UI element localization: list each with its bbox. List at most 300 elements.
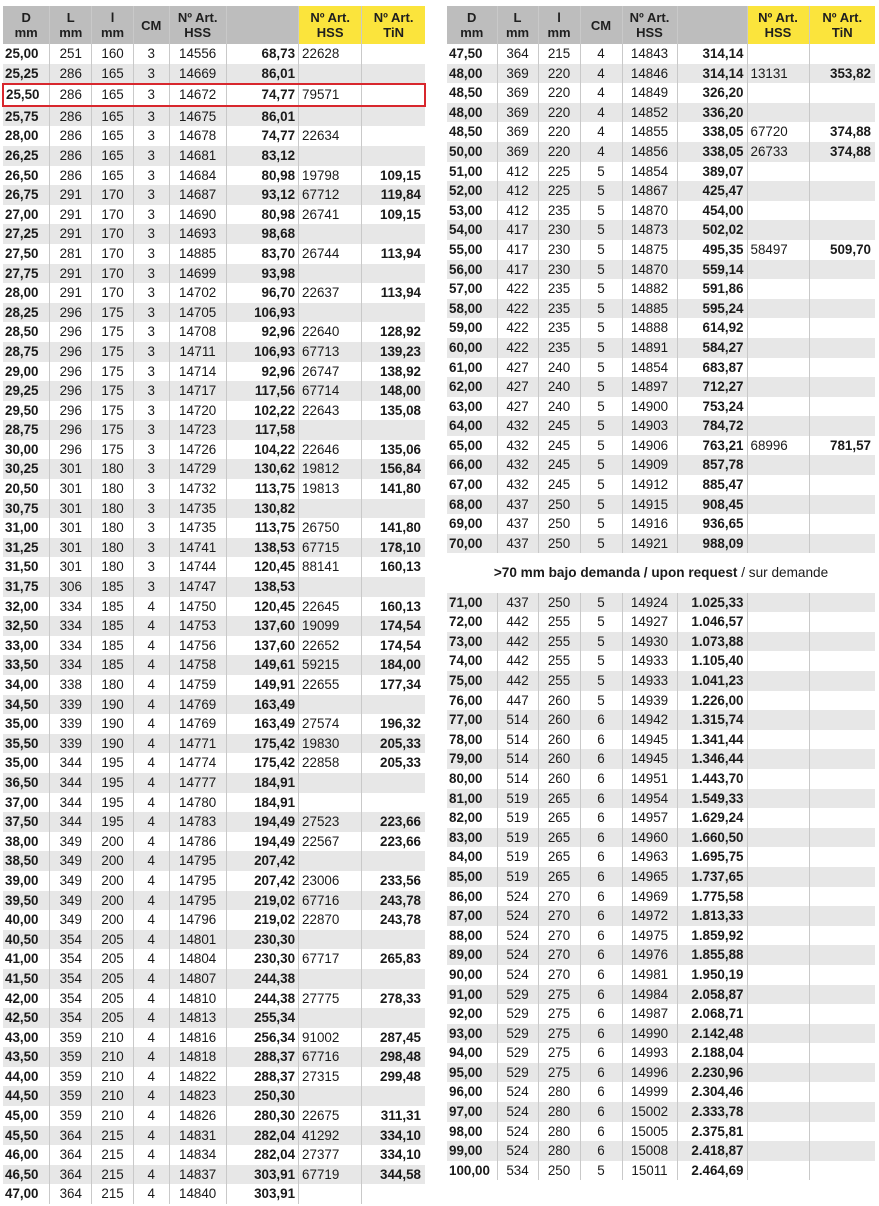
price-cell: 102,22: [226, 401, 298, 421]
table-row: [3, 283, 425, 303]
table-row: [3, 577, 425, 597]
length-cell: 422: [497, 318, 538, 338]
price-cell: 338,05: [677, 122, 747, 142]
article-number-cell: 14744: [169, 557, 226, 577]
tin-price-cell: [809, 1082, 875, 1102]
hss-article-cell: 67716: [299, 891, 362, 911]
diameter-cell: 93,00: [447, 1024, 497, 1044]
table-row: [3, 930, 425, 950]
col-l-header: L mm: [50, 6, 92, 44]
length-cell: 529: [497, 1024, 538, 1044]
tin-price-cell: [809, 710, 875, 730]
length-cell: 529: [497, 1043, 538, 1063]
price-cell: 1.950,19: [677, 965, 747, 985]
article-number-cell: 14976: [622, 945, 677, 965]
diameter-cell: 99,00: [447, 1141, 497, 1161]
cone-cell: 3: [133, 342, 169, 362]
table-row: [447, 122, 875, 142]
table-row: [3, 185, 425, 205]
cone-cell: 5: [580, 397, 622, 417]
table-row: [3, 244, 425, 264]
flute-length-cell: 175: [92, 362, 134, 382]
diameter-cell: 28,00: [3, 126, 50, 146]
tin-price-cell: [809, 887, 875, 907]
cone-cell: 6: [580, 1082, 622, 1102]
flute-length-cell: 265: [538, 847, 580, 867]
price-cell: 288,37: [226, 1067, 298, 1087]
length-cell: 364: [50, 1145, 92, 1165]
length-cell: 291: [50, 224, 92, 244]
col-hss-header: Nº Art. HSS: [299, 6, 362, 44]
cone-cell: 5: [580, 593, 622, 613]
length-cell: 422: [497, 338, 538, 358]
diameter-cell: 32,50: [3, 616, 50, 636]
price-cell: 149,61: [226, 655, 298, 675]
diameter-cell: 37,00: [3, 793, 50, 813]
price-cell: 1.855,88: [677, 945, 747, 965]
length-cell: 349: [50, 910, 92, 930]
article-number-cell: 14810: [169, 989, 226, 1009]
cone-cell: 4: [133, 1145, 169, 1165]
cone-cell: 3: [133, 557, 169, 577]
on-request-note-row: [447, 553, 875, 592]
cone-cell: 4: [133, 930, 169, 950]
flute-length-cell: 165: [92, 126, 134, 146]
cone-cell: 6: [580, 1043, 622, 1063]
hss-article-cell: [299, 1184, 362, 1204]
flute-length-cell: 250: [538, 593, 580, 613]
flute-length-cell: 255: [538, 671, 580, 691]
article-number-cell: 14996: [622, 1063, 677, 1083]
flute-length-cell: 170: [92, 205, 134, 225]
length-cell: 354: [50, 1008, 92, 1028]
hss-article-cell: 19099: [299, 616, 362, 636]
hss-article-cell: 88141: [299, 557, 362, 577]
cone-cell: 3: [133, 185, 169, 205]
flute-length-cell: 245: [538, 436, 580, 456]
table-row: [3, 459, 425, 479]
diameter-cell: 77,00: [447, 710, 497, 730]
price-cell: 1.629,24: [677, 808, 747, 828]
length-cell: 442: [497, 671, 538, 691]
diameter-cell: 42,00: [3, 989, 50, 1009]
flute-length-cell: 210: [92, 1106, 134, 1126]
diameter-cell: 52,00: [447, 181, 497, 201]
article-number-cell: 14708: [169, 322, 226, 342]
diameter-cell: 90,00: [447, 965, 497, 985]
length-cell: 432: [497, 416, 538, 436]
table-row: [3, 1126, 425, 1146]
hss-article-cell: 27315: [299, 1067, 362, 1087]
hss-article-cell: [747, 808, 809, 828]
diameter-cell: 27,00: [3, 205, 50, 225]
table-row: [447, 671, 875, 691]
hss-article-cell: [747, 44, 809, 64]
table-row: [447, 1063, 875, 1083]
tin-price-cell: [362, 126, 425, 146]
diameter-cell: 64,00: [447, 416, 497, 436]
cone-cell: 4: [133, 734, 169, 754]
tin-price-cell: 139,23: [362, 342, 425, 362]
length-cell: 524: [497, 1102, 538, 1122]
length-cell: 442: [497, 612, 538, 632]
tin-price-cell: [362, 930, 425, 950]
price-cell: 1.341,44: [677, 730, 747, 750]
diameter-cell: 43,50: [3, 1047, 50, 1067]
diameter-cell: 65,00: [447, 436, 497, 456]
length-cell: 281: [50, 244, 92, 264]
table-row: [3, 381, 425, 401]
hss-article-cell: 26747: [299, 362, 362, 382]
price-cell: 93,12: [226, 185, 298, 205]
table-row: [3, 714, 425, 734]
cone-cell: 3: [133, 459, 169, 479]
flute-length-cell: 175: [92, 342, 134, 362]
table-row: [447, 181, 875, 201]
flute-length-cell: 180: [92, 499, 134, 519]
cone-cell: 6: [580, 769, 622, 789]
cone-cell: 4: [133, 1028, 169, 1048]
hss-article-cell: [299, 773, 362, 793]
length-cell: 344: [50, 773, 92, 793]
diameter-cell: 53,00: [447, 201, 497, 221]
length-cell: 354: [50, 930, 92, 950]
cone-cell: 6: [580, 847, 622, 867]
table-body: [3, 44, 425, 1204]
tin-price-cell: [809, 83, 875, 103]
diameter-cell: 97,00: [447, 1102, 497, 1122]
article-number-cell: 14924: [622, 593, 677, 613]
article-number-cell: 14758: [169, 655, 226, 675]
header-row: [447, 6, 875, 44]
table-row: [447, 867, 875, 887]
hss-article-cell: [299, 303, 362, 323]
diameter-cell: 31,75: [3, 577, 50, 597]
hss-article-cell: [747, 1161, 809, 1181]
table-row: [3, 557, 425, 577]
cone-cell: 6: [580, 1024, 622, 1044]
table-row: [3, 499, 425, 519]
cone-cell: 5: [580, 162, 622, 182]
hss-article-cell: [747, 475, 809, 495]
cone-cell: 5: [580, 1161, 622, 1181]
tin-price-cell: 233,56: [362, 871, 425, 891]
table-row: [3, 1165, 425, 1185]
hss-article-cell: 67716: [299, 1047, 362, 1067]
flute-length-cell: 180: [92, 675, 134, 695]
price-cell: 288,37: [226, 1047, 298, 1067]
cone-cell: 4: [580, 122, 622, 142]
diameter-cell: 40,00: [3, 910, 50, 930]
length-cell: 301: [50, 557, 92, 577]
tin-price-cell: [362, 695, 425, 715]
diameter-cell: 31,00: [3, 518, 50, 538]
hss-article-cell: 22628: [299, 44, 362, 64]
table-row: [447, 220, 875, 240]
price-cell: 614,92: [677, 318, 747, 338]
hss-article-cell: [747, 651, 809, 671]
length-cell: 296: [50, 440, 92, 460]
length-cell: 339: [50, 734, 92, 754]
length-cell: 369: [497, 142, 538, 162]
hss-article-cell: [747, 710, 809, 730]
table-row: [3, 166, 425, 186]
article-number-cell: 14999: [622, 1082, 677, 1102]
flute-length-cell: 170: [92, 283, 134, 303]
article-number-cell: 14723: [169, 420, 226, 440]
tin-price-cell: [809, 691, 875, 711]
price-cell: 163,49: [226, 695, 298, 715]
tin-price-cell: [809, 162, 875, 182]
cone-cell: 4: [580, 44, 622, 64]
hss-article-cell: [299, 499, 362, 519]
diameter-cell: 39,00: [3, 871, 50, 891]
table-row: [3, 949, 425, 969]
table-row: [3, 518, 425, 538]
article-number-cell: 14854: [622, 358, 677, 378]
diameter-cell: 44,50: [3, 1086, 50, 1106]
flute-length-cell: 280: [538, 1082, 580, 1102]
article-number-cell: 14780: [169, 793, 226, 813]
hss-article-cell: [299, 969, 362, 989]
tin-price-cell: [809, 828, 875, 848]
article-number-cell: 14801: [169, 930, 226, 950]
price-cell: 2.304,46: [677, 1082, 747, 1102]
diameter-cell: 27,25: [3, 224, 50, 244]
cone-cell: 3: [133, 499, 169, 519]
hss-article-cell: 26750: [299, 518, 362, 538]
article-number-cell: 14774: [169, 753, 226, 773]
price-cell: 2.230,96: [677, 1063, 747, 1083]
cone-cell: 5: [580, 416, 622, 436]
length-cell: 417: [497, 220, 538, 240]
flute-length-cell: 180: [92, 459, 134, 479]
price-table-right: [447, 6, 875, 1180]
tin-price-cell: [809, 279, 875, 299]
cone-cell: 6: [580, 945, 622, 965]
flute-length-cell: 215: [92, 1126, 134, 1146]
flute-length-cell: 255: [538, 632, 580, 652]
tin-price-cell: 119,84: [362, 185, 425, 205]
price-cell: 113,75: [226, 518, 298, 538]
cone-cell: 4: [133, 753, 169, 773]
flute-length-cell: 280: [538, 1141, 580, 1161]
tin-price-cell: 509,70: [809, 240, 875, 260]
length-cell: 291: [50, 185, 92, 205]
article-number-cell: 14735: [169, 518, 226, 538]
flute-length-cell: 235: [538, 279, 580, 299]
length-cell: 354: [50, 969, 92, 989]
tin-price-cell: [362, 851, 425, 871]
flute-length-cell: 280: [538, 1102, 580, 1122]
length-cell: 359: [50, 1067, 92, 1087]
tin-price-cell: 177,34: [362, 675, 425, 695]
price-cell: 230,30: [226, 949, 298, 969]
table-row: [3, 205, 425, 225]
table-row: [3, 871, 425, 891]
article-number-cell: 14843: [622, 44, 677, 64]
tin-price-cell: [809, 1043, 875, 1063]
flute-length-cell: 265: [538, 808, 580, 828]
tin-price-cell: [809, 514, 875, 534]
price-cell: 175,42: [226, 734, 298, 754]
price-cell: 1.775,58: [677, 887, 747, 907]
article-number-cell: 14807: [169, 969, 226, 989]
flute-length-cell: 205: [92, 930, 134, 950]
article-number-cell: 14834: [169, 1145, 226, 1165]
flute-length-cell: 235: [538, 338, 580, 358]
flute-length-cell: 185: [92, 655, 134, 675]
article-number-cell: 14856: [622, 142, 677, 162]
tin-price-cell: [809, 1141, 875, 1161]
diameter-cell: 48,00: [447, 103, 497, 123]
tin-price-cell: 113,94: [362, 283, 425, 303]
table-row: [3, 64, 425, 85]
tin-price-cell: 138,92: [362, 362, 425, 382]
price-cell: 280,30: [226, 1106, 298, 1126]
tin-price-cell: 223,66: [362, 832, 425, 852]
price-cell: 2.188,04: [677, 1043, 747, 1063]
cone-cell: 3: [133, 538, 169, 558]
tin-price-cell: [809, 1161, 875, 1181]
hss-article-cell: [747, 162, 809, 182]
cone-cell: 3: [133, 64, 169, 85]
cone-cell: 5: [580, 534, 622, 554]
hss-article-cell: 22640: [299, 322, 362, 342]
cone-cell: 5: [580, 651, 622, 671]
length-cell: 514: [497, 749, 538, 769]
hss-article-cell: 58497: [747, 240, 809, 260]
tin-price-cell: [809, 358, 875, 378]
flute-length-cell: 200: [92, 910, 134, 930]
table-row: [447, 358, 875, 378]
article-number-cell: 14831: [169, 1126, 226, 1146]
article-number-cell: 14822: [169, 1067, 226, 1087]
price-cell: 1.346,44: [677, 749, 747, 769]
tin-price-cell: 223,66: [362, 812, 425, 832]
col-d-header: D mm: [3, 6, 50, 44]
flute-length-cell: 220: [538, 122, 580, 142]
article-number-cell: 14981: [622, 965, 677, 985]
table-row: [3, 695, 425, 715]
hss-article-cell: 27377: [299, 1145, 362, 1165]
tin-price-cell: [809, 965, 875, 985]
tin-price-cell: 109,15: [362, 205, 425, 225]
price-cell: 2.375,81: [677, 1122, 747, 1142]
price-cell: 138,53: [226, 538, 298, 558]
table-row: [447, 612, 875, 632]
flute-length-cell: 250: [538, 495, 580, 515]
tin-price-cell: [809, 906, 875, 926]
cone-cell: 4: [133, 1165, 169, 1185]
article-number-cell: 14885: [622, 299, 677, 319]
hss-article-cell: [747, 926, 809, 946]
tin-price-cell: [362, 1008, 425, 1028]
cone-cell: 4: [133, 1067, 169, 1087]
flute-length-cell: 170: [92, 185, 134, 205]
flute-length-cell: 210: [92, 1086, 134, 1106]
article-number-cell: 14957: [622, 808, 677, 828]
hss-article-cell: [747, 1122, 809, 1142]
tin-price-cell: 178,10: [362, 538, 425, 558]
length-cell: 291: [50, 283, 92, 303]
table-row: [447, 985, 875, 1005]
note-separator: /: [737, 565, 749, 581]
table-row: [447, 828, 875, 848]
length-cell: 306: [50, 577, 92, 597]
article-number-cell: 14756: [169, 636, 226, 656]
price-cell: 336,20: [677, 103, 747, 123]
table-row: [447, 1161, 875, 1181]
length-cell: 514: [497, 730, 538, 750]
cone-cell: 3: [133, 303, 169, 323]
tin-price-cell: [809, 377, 875, 397]
cone-cell: 4: [133, 616, 169, 636]
table-row: [447, 534, 875, 554]
tin-price-cell: 781,57: [809, 436, 875, 456]
table-row: [3, 734, 425, 754]
tin-price-cell: 141,80: [362, 518, 425, 538]
hss-article-cell: 22645: [299, 597, 362, 617]
cone-cell: 4: [133, 597, 169, 617]
hss-article-cell: [747, 1063, 809, 1083]
length-cell: 524: [497, 906, 538, 926]
length-cell: 422: [497, 299, 538, 319]
table-row: [447, 377, 875, 397]
flute-length-cell: 220: [538, 103, 580, 123]
diameter-cell: 28,50: [3, 322, 50, 342]
diameter-cell: 25,25: [3, 64, 50, 85]
price-cell: 988,09: [677, 534, 747, 554]
diameter-cell: 25,50: [3, 84, 50, 106]
length-cell: 338: [50, 675, 92, 695]
diameter-cell: 32,00: [3, 597, 50, 617]
flute-length-cell: 260: [538, 730, 580, 750]
diameter-cell: 47,50: [447, 44, 497, 64]
cone-cell: 5: [580, 318, 622, 338]
flute-length-cell: 280: [538, 1122, 580, 1142]
flute-length-cell: 215: [92, 1145, 134, 1165]
cone-cell: 4: [133, 910, 169, 930]
price-cell: 936,65: [677, 514, 747, 534]
table-row: [447, 965, 875, 985]
length-cell: 364: [50, 1184, 92, 1204]
hss-article-cell: 67713: [299, 342, 362, 362]
cone-cell: 3: [133, 224, 169, 244]
flute-length-cell: 180: [92, 538, 134, 558]
flute-length-cell: 180: [92, 518, 134, 538]
flute-length-cell: 275: [538, 1004, 580, 1024]
length-cell: 412: [497, 201, 538, 221]
cone-cell: 5: [580, 201, 622, 221]
table-row: [3, 362, 425, 382]
flute-length-cell: 165: [92, 106, 134, 127]
article-number-cell: 14945: [622, 749, 677, 769]
tin-price-cell: [809, 945, 875, 965]
tin-price-cell: [362, 146, 425, 166]
flute-length-cell: 240: [538, 377, 580, 397]
article-number-cell: 14747: [169, 577, 226, 597]
length-cell: 334: [50, 636, 92, 656]
table-row: [447, 338, 875, 358]
length-cell: 417: [497, 260, 538, 280]
cone-cell: 5: [580, 299, 622, 319]
cone-cell: 4: [133, 832, 169, 852]
hss-article-cell: [747, 593, 809, 613]
article-number-cell: 14897: [622, 377, 677, 397]
price-cell: 1.737,65: [677, 867, 747, 887]
price-cell: 255,34: [226, 1008, 298, 1028]
